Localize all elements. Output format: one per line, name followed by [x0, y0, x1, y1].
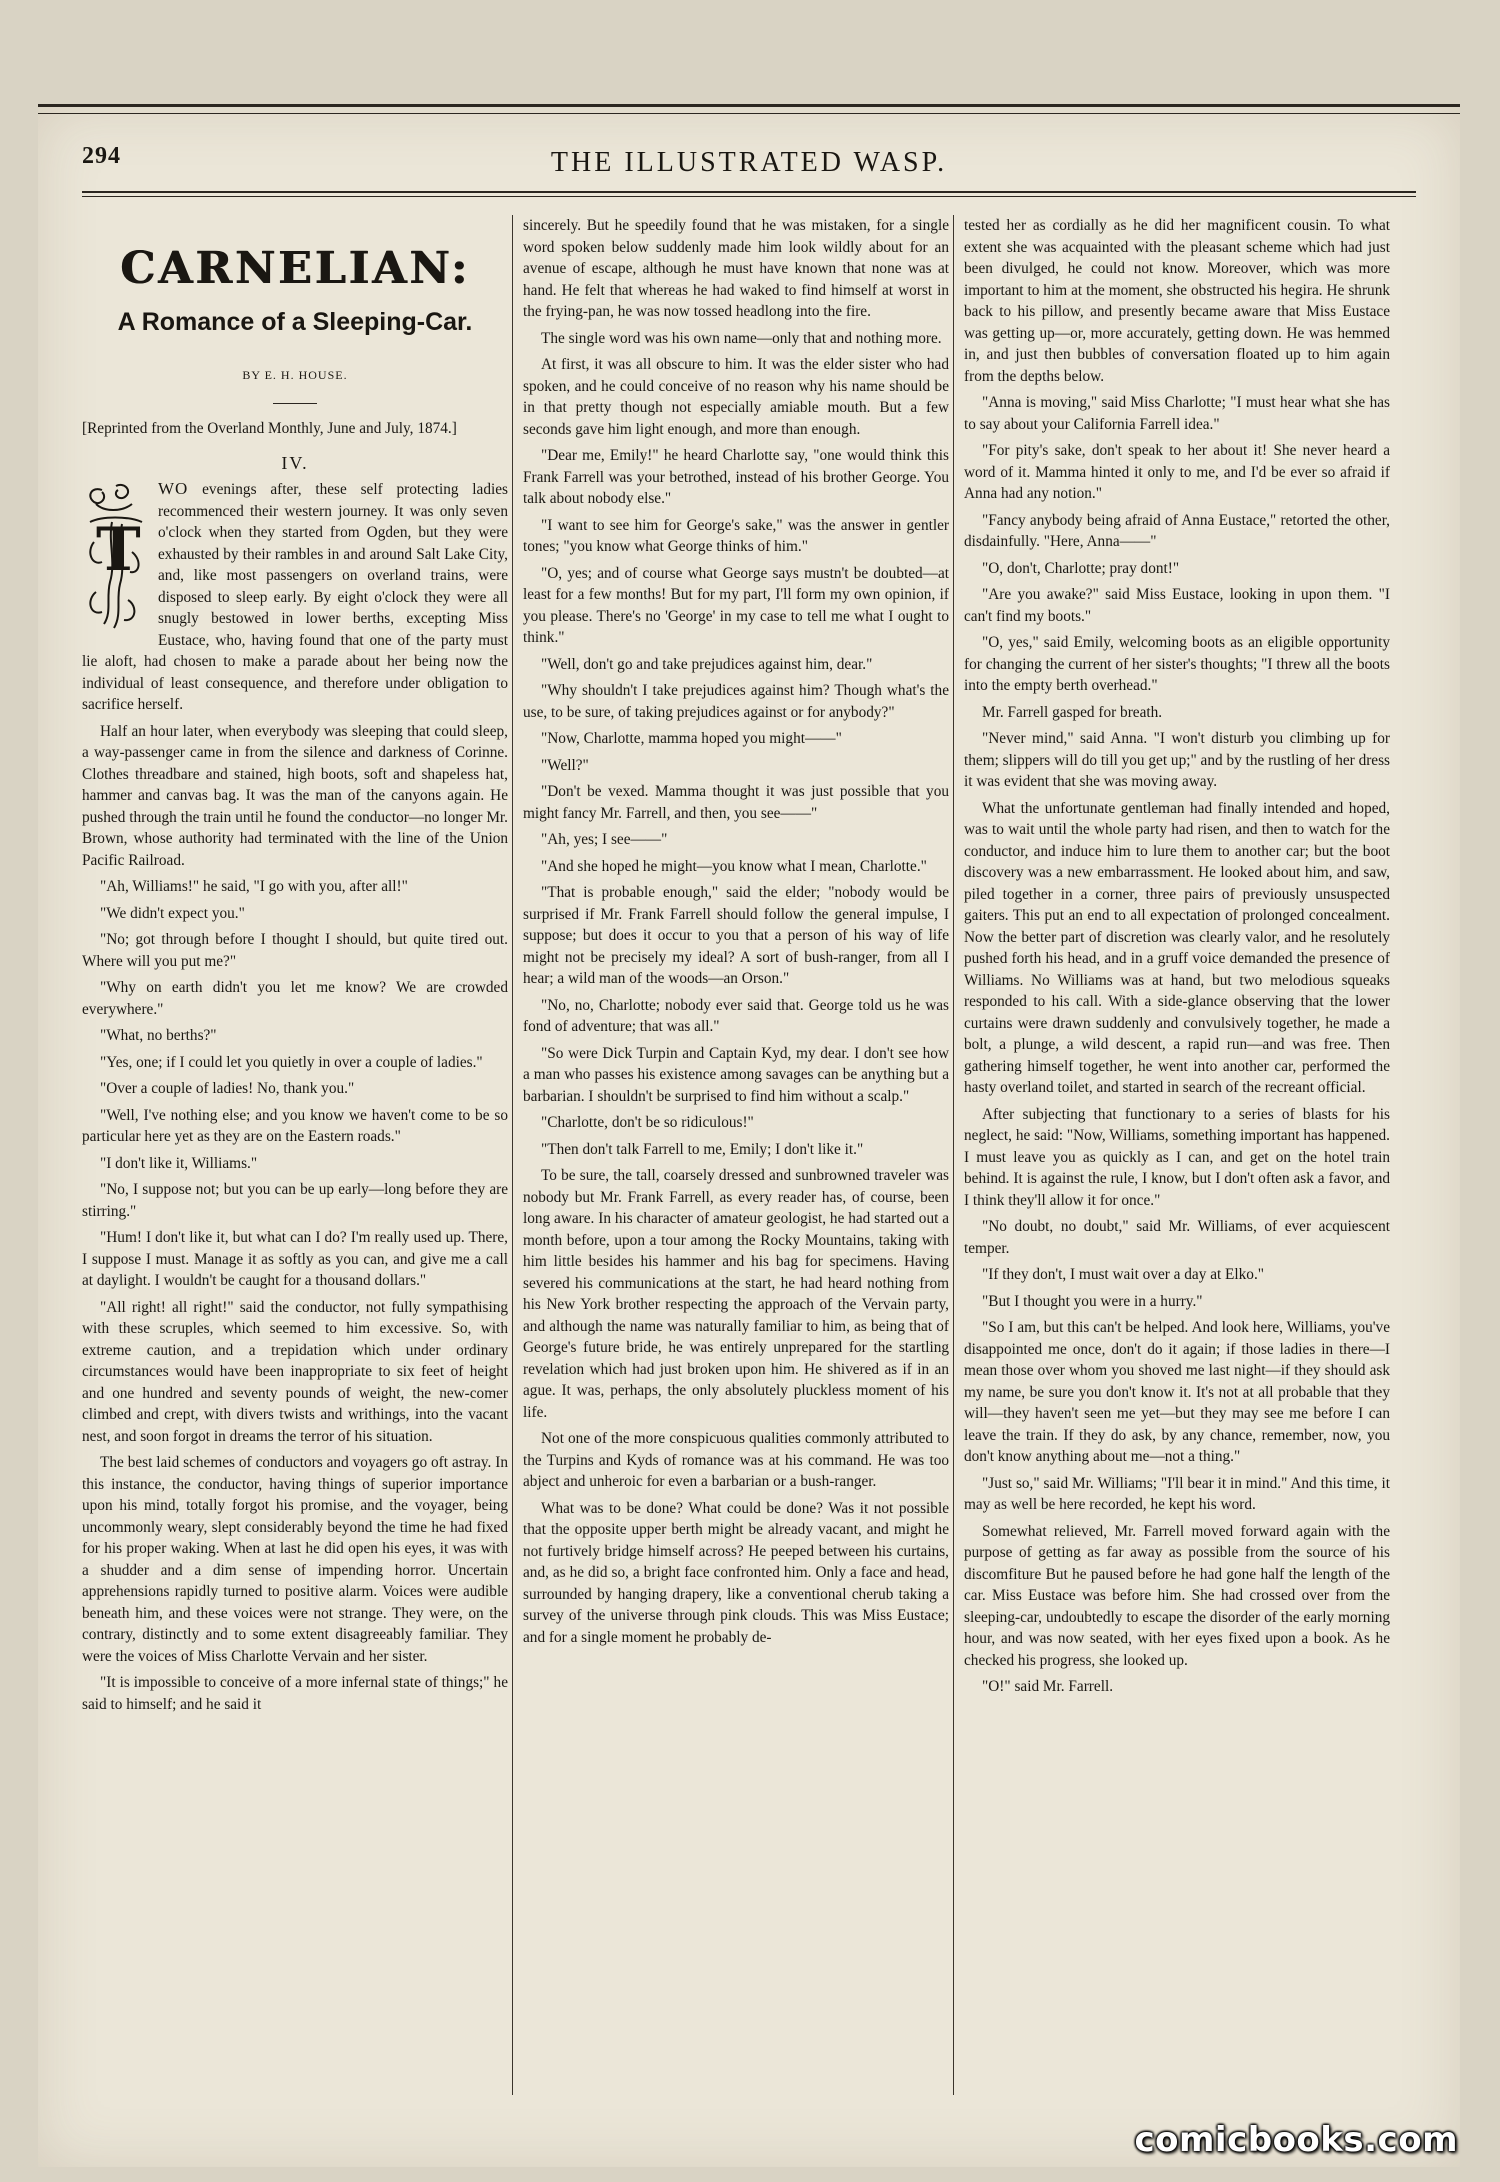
article-paragraph: "O, yes," said Emily, welcoming boots as an eligible opportunity for changing the current of her sister's thoughts; "I threw all the boots into the empty berth overhead.": [964, 634, 1390, 694]
opening-paragraph-text: evenings after, these self protecting ladies recommenced their western journey. It was only seven o'clock when they started from Ogden, but they were exhausted by their rambles in and around Salt Lake City, and, like most passengers on overland trains, were disposed to sleep early. By eight o'clock they were all snugly bestowed in lower berths, excepting Miss Eustace, who, having found that one of the party must lie aloft, had chosen to make a parade about her being now the individual of least consequence, and therefore under obligation to sacrifice herself.: [82, 481, 508, 713]
article-subtitle: A Romance of a Sleeping-Car.: [117, 308, 473, 336]
article-paragraph: What the unfortunate gentleman had finally intended and hoped, was to wait until the whole party had risen, and then to watch for the conductor, and induce him to lure them to another car; but the boot discovery was a new embarrassment. He looked about him, and saw, piled together in a corner, three pairs of previously unsuspected gaiters. This put an end to all expectation of prolonged concealment. Now the better part of discretion was clearly valor, and he resolutely pushed forth his head, and in a gruff voice demanded the presence of Williams. No Williams was at hand, but two melodious squeaks responded to his call. With a side-glance observing that the lower curtains were drawn suddenly and convulsively together, he made a bolt, a plunge, a wild descent, a rapid run—and was free. Then gathering himself together, he went into another car, performed the hasty overland toilet, and started in search of the recreant official.: [964, 799, 1390, 1096]
article-paragraph: To be sure, the tall, coarsely dressed and sunbrowned traveler was nobody but Mr. Frank Farrell, as every reader has, of course, been long aware. In his character of amateur geologist, he had started out a month before, upon a tour among the Rocky Mountains, taking with him little besides his hammer and his bag for specimens. Having severed his communications at the start, he had heard nothing from his New York brother respecting the approach of the Vervain party, and although the name was naturally familiar to him, as being that of George's future bride, he was entirely unprepared for the startling revelation which had just broken upon him. He shivered as if in an ague. It was, perhaps, the only absolutely pluckless moment of his life.: [523, 1167, 949, 1421]
article-paragraph: Half an hour later, when everybody was sleeping that could sleep, a way-passenger came in from the silence and darkness of Corinne. Clothes threadbare and stained, high boots, soft and shapeless hat, hammer and canvas bag. It was the man of the canyons again. He pushed through the train until he found the conductor—no longer Mr. Brown, whose authority had terminated with the line of the Union Pacific Railroad.: [82, 722, 508, 869]
article-paragraph: "Anna is moving," said Miss Charlotte; "I must hear what she has to say about your California Farrell idea.": [964, 394, 1390, 433]
ornamental-dropcap-icon: [82, 482, 148, 632]
reprint-note: [Reprinted from the Overland Monthly, June and July, 1874.]: [82, 419, 457, 437]
article-paragraph: The single word was his own name—only that and nothing more.: [541, 329, 942, 347]
article-paragraph: Mr. Farrell gasped for breath.: [982, 703, 1163, 721]
article-paragraph: "O!" said Mr. Farrell.: [982, 1678, 1114, 1695]
header-rule-thin: [82, 196, 1416, 197]
article-paragraph: "Yes, one; if I could let you quietly in over a couple of ladies.": [100, 1053, 483, 1071]
article-paragraph: "But I thought you were in a hurry.": [982, 1292, 1203, 1310]
article-paragraph: "If they don't, I must wait over a day at Elko.": [982, 1266, 1265, 1283]
byline-rule: [273, 403, 317, 404]
article-paragraph: "O, don't, Charlotte; pray dont!": [982, 559, 1180, 577]
column-1-body: [82, 721, 508, 1716]
newspaper-page: [38, 104, 1460, 2167]
article-paragraph: "What, no berths?": [100, 1027, 217, 1044]
article-paragraph: "It is impossible to conceive of a more infernal state of things;" he said to himself; and he said it: [82, 1674, 508, 1713]
article-title: CARNELIAN:: [119, 243, 471, 294]
column-1: [82, 215, 508, 1720]
article-paragraph: After subjecting that functionary to a series of blasts for his neglect, he said: "Now, Williams, something important has happened. I must leave you as quickly as I can, and get on the hotel train behind. It is against the rule, I know, but I don't often ask a favor, and I think they'll allow it for once.": [964, 1105, 1390, 1209]
column-3: [964, 215, 1390, 1703]
article-paragraph: "No, no, Charlotte; nobody ever said that. George told us he was fond of adventure; that was all.": [523, 996, 949, 1035]
column-divider: [512, 215, 513, 2095]
article-paragraph: At first, it was all obscure to him. It was the elder sister who had spoken, and he could conceive of no reason why his name should be in that pretty though not especially amiable mouth. But a few seconds gave him light enough, and more than enough.: [523, 356, 949, 438]
chapter-number: IV.: [281, 452, 309, 473]
article-paragraph: Somewhat relieved, Mr. Farrell moved forward again with the purpose of getting as far away as possible from the source of his discomfiture But he paused before he had gone half the length of the car. Miss Eustace was before him. She had crossed over from the sleeping-car, undoubtedly to escape the disorder of the early morning hour, and was now seated, with her eyes fixed upon a book. As he checked his progress, she looked up.: [964, 1522, 1390, 1669]
article-paragraph: "Dear me, Emily!" he heard Charlotte say, "one would think this Frank Farrell was your betrothed, instead of his brother George. You talk about nobody else.": [523, 447, 949, 507]
article-paragraph: "Fancy anybody being afraid of Anna Eustace," retorted the other, disdainfully. "Here, Anna——": [964, 511, 1390, 550]
article-paragraph: "Why on earth didn't you let me know? We are crowded everywhere.": [82, 979, 508, 1018]
article-paragraph: "Why shouldn't I take prejudices against him? Though what's the use, to be sure, of taking prejudices against or for anybody?": [523, 682, 949, 721]
article-paragraph: "I don't like it, Williams.": [100, 1154, 258, 1172]
article-paragraph: Not one of the more conspicuous qualities commonly attributed to the Turpins and Kyds of romance was at his command. He was too abject and unheroic for even a barbarian or a bush-ranger.: [523, 1430, 949, 1490]
article-paragraph: "Charlotte, don't be so ridiculous!": [541, 1114, 754, 1131]
article-paragraph: tested her as cordially as he did her magnificent cousin. To what extent she was acquainted with the pleasant scheme which had just been divulged, he could not know. Moreover, which was more important to him at the moment, she obstructed his hegira. He shrunk back to his pillow, and presently became aware that Miss Eustace was getting up—or, more accurately, getting down. He was hemmed in, and just then bubbles of conversation floated up to him again from the depths below.: [964, 217, 1390, 385]
top-border-rule: [38, 113, 1460, 114]
article-paragraph: "No, I suppose not; but you can be up early—long before they are stirring.": [82, 1181, 508, 1220]
article-paragraph: "Ah, Williams!" he said, "I go with you, after all!": [100, 878, 408, 895]
article-paragraph: "So were Dick Turpin and Captain Kyd, my dear. I don't see how a man who passes his existence among savages can be anything but a barbarian. I shouldn't be surprised to find him without a scalp.": [523, 1044, 949, 1105]
article-paragraph: "Never mind," said Anna. "I won't disturb you climbing up for them; slippers will do till you get up;" and by the rustling of her dress it was evident that she was moving away.: [964, 730, 1391, 790]
article-paragraph: "For pity's sake, don't speak to her about it! She never heard a word of it. Mamma hinted it only to me, and I'd be ever so afraid if Anna had any notion.": [964, 442, 1390, 502]
article-paragraph: "No doubt, no doubt," said Mr. Williams, of ever acquiescent temper.: [964, 1218, 1390, 1257]
article-paragraph: "Don't be vexed. Mamma thought it was just possible that you might fancy Mr. Farrell, and then, you see——": [523, 783, 949, 822]
article-paragraph: "Ah, yes; I see——": [541, 831, 668, 848]
article-paragraph: "Well, I've nothing else; and you know we haven't come to be so particular here yet as they are on the Eastern roads.": [82, 1106, 508, 1145]
article-paragraph: "That is probable enough," said the elder; "nobody would be surprised if Mr. Frank Farrell should follow the general impulse, I suppose; but does it occur to you that a person of his way of life might not be precisely my ideal? A sort of bush-ranger, from all I hear; a wild man of the woods—an Orson.": [523, 884, 949, 987]
page-number: 294: [82, 143, 121, 169]
column-2: [523, 215, 949, 1653]
article-paragraph: "We didn't expect you.": [100, 904, 245, 922]
article-paragraph: "Then don't talk Farrell to me, Emily; I don't like it.": [541, 1140, 864, 1158]
article-paragraph: "So I am, but this can't be helped. And look here, Williams, you've disappointed me once, don't do it again; if those ladies in there—I mean those over whom you shoved me last night—if they should ask my name, be sure you don't know it. It's not at all probable that they will—they haven't seen me yet—but they may see me before I can leave the train. If they do ask, by any chance, remember, now, you don't know anything about me—not a thing.": [964, 1319, 1390, 1465]
article-paragraph: What was to be done? What could be done? Was it not possible that the opposite upper berth might be already vacant, and might he not furtively bridge himself across? He peeped between his curtains, and, as he did so, a bright face confronted him. Only a face and head, surrounded by hanging drapery, like a conventional cherub taking a survey of the universe through pink clouds. This was Miss Eustace; and for a single moment he probably de-: [523, 1499, 949, 1646]
article-paragraph: "No; got through before I thought I should, but quite tired out. Where will you put me?": [82, 931, 508, 970]
svg-text:T: T: [96, 515, 141, 585]
opening-word: WO: [158, 479, 189, 498]
article-paragraph: sincerely. But he speedily found that he was mistaken, for a single word spoken below suddenly made him look wildly about for an avenue of escape, although he must have known that none was at hand. He felt that whereas he had waked to find himself at worst in the frying-pan, he was now tossed headlong into the fire.: [523, 217, 949, 320]
article-paragraph: The best laid schemes of conductors and voyagers go oft astray. In this instance, the conductor, having things of superior importance upon his mind, totally forgot his promise, and the voyager, being uncommonly weary, slept considerably beyond the time he had fixed for his proper waking. When at last he did open his eyes, it was with a shudder and a dim sense of impending horror. Uncertain apprehensions rapidly turned to positive alarm. Voices were audible beneath him, and these voices were not strange. They were, on the contrary, distinctly and to some extent disagreeably familiar. They were the voices of Miss Charlotte Vervain and her sister.: [82, 1454, 508, 1665]
article-paragraph: "Just so," said Mr. Williams; "I'll bear it in mind." And this time, it may as well be here recorded, he kept his word.: [964, 1474, 1390, 1513]
article-paragraph: "Well?": [541, 756, 589, 774]
article-paragraph: "And she hoped he might—you know what I mean, Charlotte.": [541, 857, 927, 875]
article-paragraph: "Are you awake?" said Miss Eustace, looking in upon them. "I can't find my boots.": [964, 586, 1390, 625]
article-paragraph: "O, yes; and of course what George says mustn't be doubted—at least for a few months! But for my part, I'll form my own opinion, if you please. There's no 'George' in my case to tell me what I ought to think.": [523, 564, 949, 646]
article-paragraph: "Over a couple of ladies! No, thank you.": [100, 1080, 355, 1097]
byline: BY E. H. HOUSE.: [242, 368, 348, 382]
article-paragraph: "Now, Charlotte, mamma hoped you might——": [541, 730, 842, 747]
article-paragraph: "Well, don't go and take prejudices against him, dear.": [541, 655, 873, 673]
article-paragraph: "All right! all right!" said the conductor, not fully sympathising with these scruples, which seemed to him excessive. So, with extreme caution, and a trepidation which under ordinary circumstances would have been inappropriate to six feet of height and one hundred and seventy pounds of weight, the new-comer climbed and crept, with divers twists and writhings, into the vacant nest, and soon forgot in dreams the terror of his situation.: [82, 1298, 508, 1445]
article-paragraph: "Hum! I don't like it, but what can I do? I'm really used up. There, I suppose I must. Manage it as softly as you can, and give me a call at daylight. I wouldn't be caught for a thousand dollars.": [82, 1229, 508, 1289]
masthead: THE ILLUSTRATED WASP.: [550, 147, 948, 178]
article-paragraph: "I want to see him for George's sake," was the answer in gentler tones; "you know what George thinks of him.": [523, 516, 949, 555]
watermark: comicbooks.com: [1134, 2120, 1458, 2160]
header-rule: [82, 191, 1416, 193]
column-divider: [953, 215, 954, 2095]
